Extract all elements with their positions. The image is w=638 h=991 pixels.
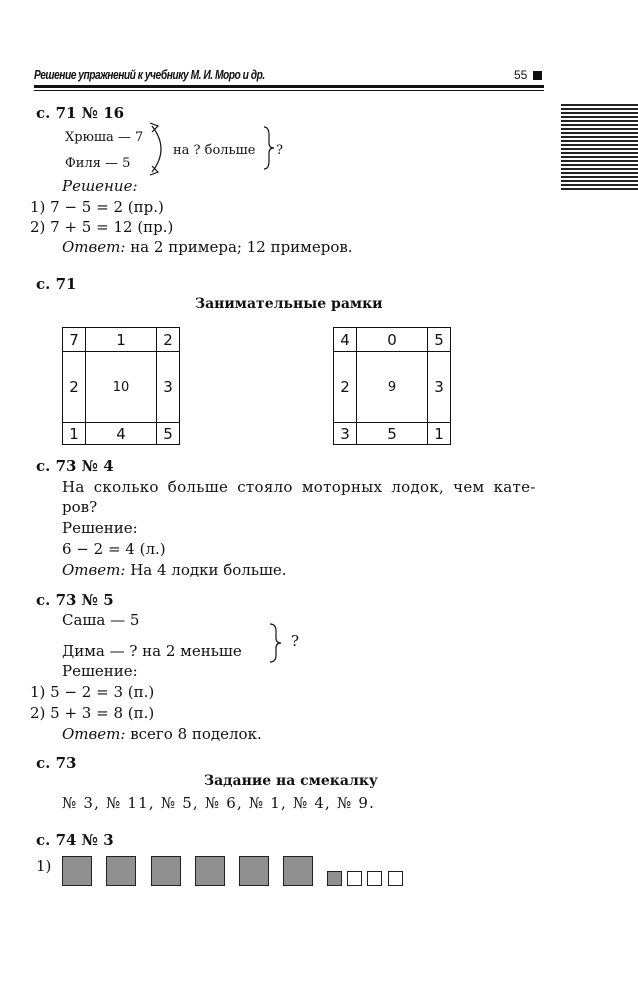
s4-step1: 1) 5 − 2 = 3 (п.) [30,683,155,701]
frame2-right: 3 [428,352,451,423]
s3-answer: На 4 лодки больше. [130,561,287,579]
s1-question: ? [276,143,283,158]
small-gray-square [327,871,342,886]
s3-question-line1: На сколько больше стояло моторных лодок, чем кате- [62,478,536,496]
s4-heading: с. 73 № 5 [36,591,114,609]
running-header: Решение упражнений к учебнику М. И. Моро и др. [34,68,265,82]
frame2-bottom-left: 3 [334,423,357,445]
page-number: 55 [514,68,528,82]
s1-reshenie: Решение: [62,177,138,195]
s3-reshenie: Решение: [62,519,138,537]
s3-question-line2: ров? [62,498,98,516]
s1-answer-label: Ответ: [62,238,126,256]
frame2-bottom-mid: 5 [357,423,428,445]
gray-square [151,856,181,886]
s5-heading: с. 73 [36,754,77,772]
s1-heading: с. 71 № 16 [36,104,125,122]
s4-reshenie: Решение: [62,662,138,680]
frame1-bottom-right: 5 [157,423,180,445]
frame2-center: 9 [387,379,397,395]
frame2-top-left: 4 [334,328,357,352]
frame2-bottom-right: 1 [428,423,451,445]
frame1-top-mid: 1 [86,328,157,352]
frame1-bottom-mid: 4 [86,423,157,445]
frame2-top-mid: 0 [357,328,428,352]
s1-middle-text: на ? больше [173,143,256,158]
s4-answer-label: Ответ: [62,725,126,743]
s4-step2: 2) 5 + 3 = 8 (п.) [30,704,155,722]
frame1-bottom-left: 1 [63,423,86,445]
s1-step2: 2) 7 + 5 = 12 (пр.) [30,218,174,236]
frame1-right: 3 [157,352,180,423]
s1-answer: на 2 примера; 12 примеров. [130,238,353,256]
frame-2 [333,327,451,445]
s3-step: 6 − 2 = 4 (л.) [62,540,166,558]
s4-line2: Дима — ? на 2 меньше [62,642,242,660]
gray-square [106,856,136,886]
header-rule-thin [34,90,544,91]
s1-step1: 1) 7 − 5 = 2 (пр.) [30,198,164,216]
s4-question: ? [291,632,300,650]
s3-heading: с. 73 № 4 [36,457,114,475]
frame1-top-left: 7 [63,328,86,352]
s6-heading: с. 74 № 3 [36,831,114,849]
s1-brace [262,125,276,171]
s4-answer-line [62,725,262,743]
gray-square [195,856,225,886]
s4-answer: всего 8 поделок. [130,725,262,743]
s4-brace [268,622,284,664]
frame1-top-right: 2 [157,328,180,352]
small-empty-square [347,871,362,886]
header-rule-thick [34,85,544,88]
frame2-top-right: 5 [428,328,451,352]
small-empty-square [367,871,382,886]
gray-square [62,856,92,886]
s1-answer-line [62,238,353,256]
s1-line1: Хрюша — 7 [65,130,144,145]
s1-line2: Филя — 5 [65,156,131,171]
gray-square [283,856,313,886]
s5-title: Задание на смекалку [204,773,378,789]
page-marker-square [533,71,542,80]
s2-heading: с. 71 [36,275,77,293]
s6-label: 1) [36,857,52,875]
frame1-center: 10 [112,379,130,395]
s5-sequence: № 3, № 11, № 5, № 6, № 1, № 4, № 9. [62,794,376,812]
gray-square [239,856,269,886]
decorative-stripes [561,104,638,192]
s4-line1: Саша — 5 [62,611,140,629]
frame1-left: 2 [63,352,86,423]
frame-1 [62,327,180,445]
s2-title: Занимательные рамки [195,296,383,312]
s3-answer-label: Ответ: [62,561,126,579]
frame2-left: 2 [334,352,357,423]
s3-answer-line [62,561,287,579]
small-empty-square [388,871,403,886]
